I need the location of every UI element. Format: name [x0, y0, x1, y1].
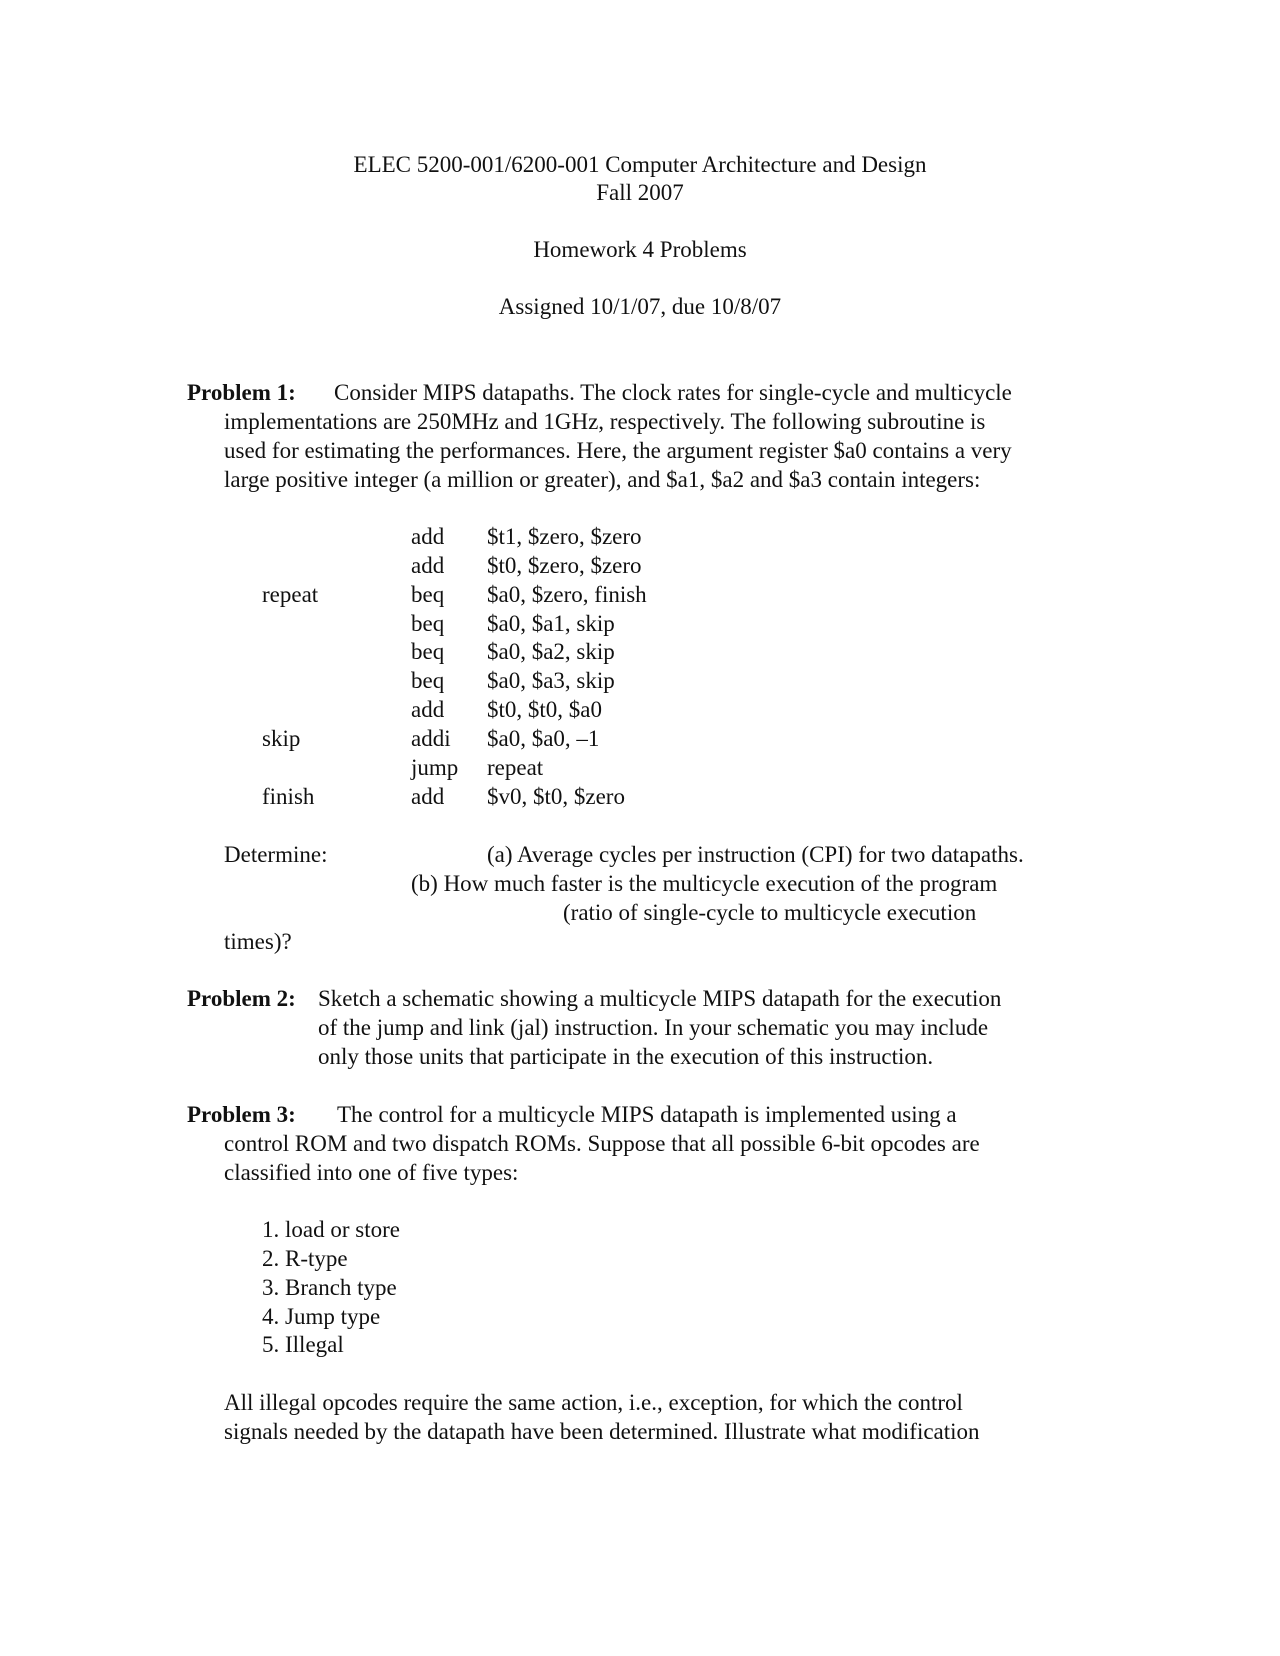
code-args: repeat [487, 755, 544, 780]
code-op: add [411, 697, 445, 722]
problem-3-line: The control for a multicycle MIPS datapath is implemented using a [337, 1102, 957, 1127]
type-list-item: 2. R-type [262, 1246, 348, 1271]
code-op: beq [411, 668, 445, 693]
problem-3-closing: All illegal opcodes require the same action, i.e., exception, for which the control [224, 1390, 963, 1415]
problem-3-line: control ROM and two dispatch ROMs. Suppose that all possible 6-bit opcodes are [224, 1131, 980, 1156]
problem-1-line: implementations are 250MHz and 1GHz, respectively. The following subroutine is [224, 409, 986, 434]
code-args: $a0, $a1, skip [487, 611, 615, 636]
problem-2-line: of the jump and link (jal) instruction. In your schematic you may include [318, 1015, 989, 1040]
type-list-item: 4. Jump type [262, 1304, 381, 1329]
code-label: repeat [262, 582, 319, 607]
code-args: $t1, $zero, $zero [487, 524, 642, 549]
code-args: $t0, $t0, $a0 [487, 697, 602, 722]
problem-1-line: used for estimating the performances. Here, the argument register $a0 contains a very [224, 438, 1012, 463]
code-op: beq [411, 639, 445, 664]
problem-2-line: only those units that participate in the execution of this instruction. [318, 1044, 934, 1069]
part-a: (a) Average cycles per instruction (CPI) for two datapaths. [487, 842, 1024, 867]
problem-2-label: Problem 2: [187, 986, 296, 1011]
code-op: add [411, 553, 445, 578]
code-args: $a0, $zero, finish [487, 582, 647, 607]
code-op: add [411, 784, 445, 809]
problem-2-line: Sketch a schematic showing a multicycle MIPS datapath for the execution [318, 986, 1002, 1011]
code-op: addi [411, 726, 451, 751]
code-args: $t0, $zero, $zero [487, 553, 642, 578]
code-label: skip [262, 726, 301, 751]
problem-3-closing: signals needed by the datapath have been determined. Illustrate what modification [224, 1419, 980, 1444]
problem-1-line: large positive integer (a million or greater), and $a1, $a2 and $a3 contain integers: [224, 467, 981, 492]
code-args: $a0, $a2, skip [487, 639, 615, 664]
homework-title: Homework 4 Problems [533, 237, 747, 262]
part-b-end: times)? [224, 929, 292, 954]
type-list-item: 5. Illegal [262, 1332, 344, 1357]
determine-label: Determine: [224, 842, 328, 867]
assigned-dates: Assigned 10/1/07, due 10/8/07 [498, 294, 782, 319]
code-args: $a0, $a3, skip [487, 668, 615, 693]
type-list-item: 3. Branch type [262, 1275, 397, 1300]
problem-3-line: classified into one of five types: [224, 1160, 519, 1185]
code-args: $v0, $t0, $zero [487, 784, 625, 809]
code-args: $a0, $a0, –1 [487, 726, 600, 751]
problem-1-label: Problem 1: [187, 380, 296, 405]
part-b-cont: (ratio of single-cycle to multicycle execution [563, 900, 977, 925]
code-op: beq [411, 582, 445, 607]
semester: Fall 2007 [596, 180, 684, 205]
code-label: finish [262, 784, 315, 809]
type-list-item: 1. load or store [262, 1217, 400, 1242]
problem-1-line: Consider MIPS datapaths. The clock rates for single-cycle and multicycle [334, 380, 1012, 405]
course-title: ELEC 5200-001/6200-001 Computer Architecture and Design [353, 152, 927, 177]
code-op: add [411, 524, 445, 549]
code-op: jump [411, 755, 459, 780]
part-b: (b) How much faster is the multicycle execution of the program [411, 871, 998, 896]
code-op: beq [411, 611, 445, 636]
problem-3-label: Problem 3: [187, 1102, 296, 1127]
